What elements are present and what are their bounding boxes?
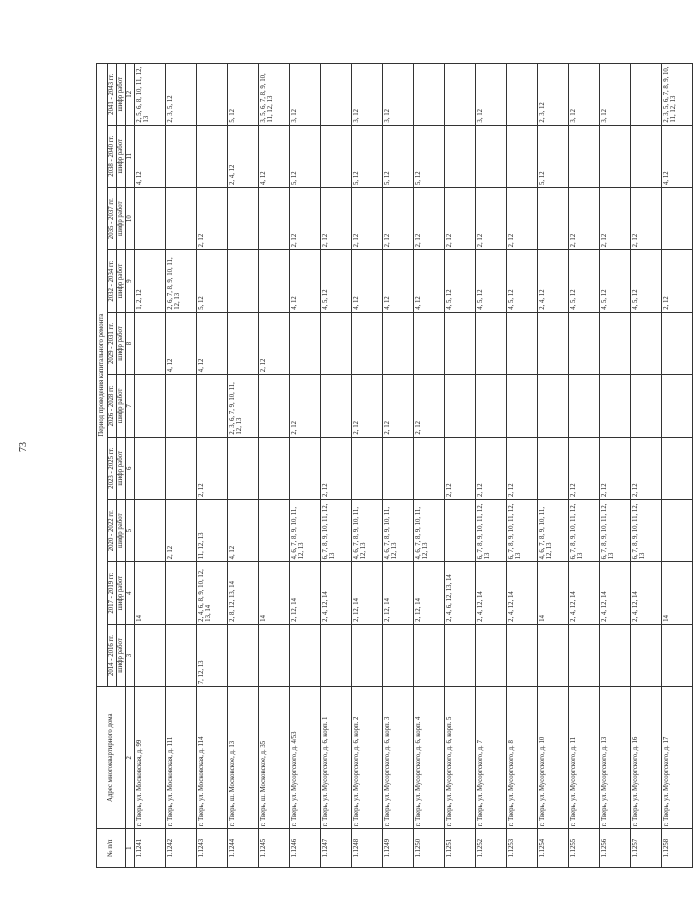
work-code-cell: 4, 12 xyxy=(165,312,196,374)
address-cell: г. Тверь, ул. Мусоргского, д. 4/53 xyxy=(289,687,320,829)
work-code-cell xyxy=(568,312,599,374)
work-code-cell: 3, 5, 6, 7, 8, 9, 10, 11, 12, 13 xyxy=(258,64,289,126)
work-code-cell: 2, 12 xyxy=(599,187,630,249)
work-code-cell: 2, 4, 6, 12, 13, 14 xyxy=(444,562,475,624)
work-code-cell: 4, 5, 12 xyxy=(568,250,599,312)
subheader-cell: шифр работ xyxy=(116,375,125,437)
work-code-cell: 2, 12 xyxy=(475,187,506,249)
work-code-cell xyxy=(568,624,599,686)
work-code-cell: 4, 12 xyxy=(351,250,382,312)
work-code-cell: 2, 4, 12 xyxy=(537,250,568,312)
table-row xyxy=(382,64,413,868)
work-code-cell xyxy=(413,312,444,374)
page-number: 73 xyxy=(18,442,29,452)
work-code-cell: 4, 6, 7, 8, 9, 10, 11, 12, 13 xyxy=(382,500,413,562)
work-code-cell: 14 xyxy=(134,562,165,624)
work-code-cell xyxy=(444,624,475,686)
no-header: № п/п xyxy=(97,829,126,868)
work-code-cell: 4, 5, 12 xyxy=(444,250,475,312)
work-code-cell xyxy=(661,500,692,562)
work-code-cell: 2, 12 xyxy=(413,375,444,437)
work-code-cell xyxy=(506,624,537,686)
period-header-cell: 2032 - 2034 гг. xyxy=(107,250,116,312)
address-cell: г. Тверь, ул. Московская, д. 114 xyxy=(196,687,227,829)
work-code-cell: 5, 12 xyxy=(351,125,382,187)
work-code-cell xyxy=(258,250,289,312)
column-number: 10 xyxy=(125,187,134,249)
row-number-cell: 1.1248 xyxy=(351,829,382,868)
work-code-cell xyxy=(475,624,506,686)
work-code-cell xyxy=(196,125,227,187)
address-cell: г. Тверь, ул. Мусоргского, д. 11 xyxy=(568,687,599,829)
work-code-cell: 14 xyxy=(537,562,568,624)
address-cell: г. Тверь, ш. Московское, д. 35 xyxy=(258,687,289,829)
work-code-cell: 2, 4, 12, 14 xyxy=(568,562,599,624)
work-code-cell: 2, 12 xyxy=(568,437,599,499)
work-code-cell: 6, 7, 8, 9, 10, 11, 12, 13 xyxy=(599,500,630,562)
column-number: 2 xyxy=(125,687,134,829)
header-row-top xyxy=(97,64,108,868)
table-row xyxy=(258,64,289,868)
subheader-cell: шифр работ xyxy=(116,187,125,249)
work-code-cell: 2, 12, 14 xyxy=(289,562,320,624)
rotated-table-container xyxy=(96,63,678,868)
work-code-cell: 1, 2, 12 xyxy=(134,250,165,312)
work-code-cell: 2, 12 xyxy=(630,187,661,249)
work-code-cell: 5, 12 xyxy=(382,125,413,187)
period-header-cell: 2014 - 2016 гг. xyxy=(107,624,116,686)
work-code-cell xyxy=(134,187,165,249)
period-header-cell: 2029 - 2031 гг. xyxy=(107,312,116,374)
period-header-cell: 2041 - 2043 гг. xyxy=(107,64,116,126)
work-code-cell: 2, 4, 12, 14 xyxy=(630,562,661,624)
work-code-cell xyxy=(289,624,320,686)
work-code-cell xyxy=(289,312,320,374)
work-code-cell: 2, 12 xyxy=(599,437,630,499)
work-code-cell: 2, 12 xyxy=(165,500,196,562)
work-code-cell xyxy=(661,437,692,499)
work-code-cell xyxy=(320,624,351,686)
work-code-cell: 14 xyxy=(258,562,289,624)
work-code-cell xyxy=(444,500,475,562)
work-code-cell: 2, 12 xyxy=(661,250,692,312)
work-code-cell xyxy=(537,375,568,437)
work-code-cell: 3, 12 xyxy=(568,64,599,126)
column-number: 7 xyxy=(125,375,134,437)
table-row xyxy=(165,64,196,868)
subheader-cell: шифр работ xyxy=(116,562,125,624)
work-code-cell: 5, 12 xyxy=(537,125,568,187)
column-number: 12 xyxy=(125,64,134,126)
address-cell: г. Тверь, ш. Московское, д. 13 xyxy=(227,687,258,829)
address-cell: г. Тверь, ул. Мусоргского, д. 10 xyxy=(537,687,568,829)
subheader-cell: шифр работ xyxy=(116,125,125,187)
work-code-cell xyxy=(599,125,630,187)
work-code-cell: 3, 12 xyxy=(475,64,506,126)
work-code-cell: 2, 12 xyxy=(444,187,475,249)
row-number-cell: 1.1246 xyxy=(289,829,320,868)
work-code-cell xyxy=(165,125,196,187)
table-row xyxy=(630,64,661,868)
column-number: 9 xyxy=(125,250,134,312)
work-code-cell: 2, 12 xyxy=(351,187,382,249)
period-header-cell: 2020 - 2022 гг. xyxy=(107,500,116,562)
work-code-cell xyxy=(165,562,196,624)
work-code-cell: 3, 12 xyxy=(382,64,413,126)
work-code-cell: 2, 12 xyxy=(258,312,289,374)
work-code-cell xyxy=(630,312,661,374)
work-code-cell xyxy=(351,624,382,686)
address-cell: г. Тверь, ул. Московская, д. 99 xyxy=(134,687,165,829)
work-code-cell xyxy=(630,375,661,437)
period-header: Период проведения капитального ремонта xyxy=(97,64,108,687)
row-number-cell: 1.1253 xyxy=(506,829,537,868)
row-number-cell: 1.1249 xyxy=(382,829,413,868)
work-code-cell: 4, 6, 7, 8, 9, 10, 11, 12, 13 xyxy=(351,500,382,562)
work-code-cell xyxy=(382,437,413,499)
work-code-cell: 4, 5, 12 xyxy=(475,250,506,312)
address-cell: г. Тверь, ул. Мусоргского, д. 8 xyxy=(506,687,537,829)
work-code-cell xyxy=(475,312,506,374)
address-cell: г. Тверь, ул. Мусоргского, д. 6, корп. 2 xyxy=(351,687,382,829)
work-code-cell xyxy=(599,624,630,686)
work-code-cell xyxy=(227,624,258,686)
work-code-cell xyxy=(134,375,165,437)
work-code-cell: 5, 12 xyxy=(196,250,227,312)
work-code-cell: 2, 6, 7, 8, 9, 10, 11, 12, 13 xyxy=(165,250,196,312)
work-code-cell xyxy=(258,375,289,437)
table-row xyxy=(506,64,537,868)
table-row xyxy=(351,64,382,868)
table-row xyxy=(320,64,351,868)
work-code-cell: 4, 6, 7, 8, 9, 10, 11, 12, 13 xyxy=(289,500,320,562)
work-code-cell xyxy=(537,187,568,249)
work-code-cell: 4, 6, 7, 8, 9, 10, 11, 12, 13 xyxy=(537,500,568,562)
table-row xyxy=(599,64,630,868)
work-code-cell xyxy=(661,187,692,249)
address-cell: г. Тверь, ул. Мусоргского, д. 17 xyxy=(661,687,692,829)
work-code-cell xyxy=(382,312,413,374)
work-code-cell: 6, 7, 8, 9, 10, 11, 12, 13 xyxy=(568,500,599,562)
work-code-cell xyxy=(258,437,289,499)
work-code-cell xyxy=(630,64,661,126)
work-code-cell: 6, 7, 8, 9, 10, 11, 12, 13 xyxy=(320,500,351,562)
work-code-cell: 4, 5, 12 xyxy=(599,250,630,312)
work-code-cell xyxy=(320,375,351,437)
work-code-cell: 4, 12 xyxy=(227,500,258,562)
row-number-cell: 1.1254 xyxy=(537,829,568,868)
work-code-cell: 6, 7, 8, 9, 10, 11, 12, 13 xyxy=(506,500,537,562)
column-number: 3 xyxy=(125,624,134,686)
work-code-cell xyxy=(134,500,165,562)
work-code-cell xyxy=(568,375,599,437)
work-code-cell: 4, 5, 12 xyxy=(506,250,537,312)
row-number-cell: 1.1244 xyxy=(227,829,258,868)
subheader-cell: шифр работ xyxy=(116,64,125,126)
work-code-cell xyxy=(630,125,661,187)
work-code-cell: 11, 12, 13 xyxy=(196,500,227,562)
work-code-cell xyxy=(227,250,258,312)
work-code-cell xyxy=(475,125,506,187)
work-code-cell xyxy=(227,187,258,249)
work-code-cell xyxy=(568,125,599,187)
work-code-cell: 2, 12 xyxy=(196,437,227,499)
work-code-cell: 2, 4, 12, 14 xyxy=(506,562,537,624)
work-code-cell: 2, 12 xyxy=(475,437,506,499)
row-number-cell: 1.1250 xyxy=(413,829,444,868)
work-code-cell xyxy=(661,312,692,374)
work-code-cell: 2, 3, 6, 7, 9, 10, 11, 12, 13 xyxy=(227,375,258,437)
address-header: Адрес многоквартирного дома xyxy=(97,687,126,829)
address-cell: г. Тверь, ул. Московская, д. 111 xyxy=(165,687,196,829)
work-code-cell xyxy=(258,187,289,249)
work-code-cell xyxy=(165,624,196,686)
address-cell: г. Тверь, ул. Мусоргского, д. 16 xyxy=(630,687,661,829)
row-number-cell: 1.1257 xyxy=(630,829,661,868)
work-code-cell xyxy=(661,375,692,437)
period-header-cell: 2023 - 2025 гг. xyxy=(107,437,116,499)
work-code-cell: 2, 12 xyxy=(320,187,351,249)
table-body xyxy=(134,64,692,868)
row-number-cell: 1.1258 xyxy=(661,829,692,868)
work-code-cell: 4, 5, 12 xyxy=(320,250,351,312)
work-code-cell xyxy=(289,437,320,499)
work-code-cell xyxy=(351,312,382,374)
table-row xyxy=(413,64,444,868)
table-row xyxy=(289,64,320,868)
address-cell: г. Тверь, ул. Мусоргского, д. 7 xyxy=(475,687,506,829)
table-row xyxy=(134,64,165,868)
work-code-cell: 7, 12, 13 xyxy=(196,624,227,686)
work-code-cell xyxy=(196,64,227,126)
address-cell: г. Тверь, ул. Мусоргского, д. 6, корп. 5 xyxy=(444,687,475,829)
work-code-cell: 2, 12 xyxy=(289,375,320,437)
work-code-cell xyxy=(165,437,196,499)
subheader-cell: шифр работ xyxy=(116,250,125,312)
work-code-cell: 4, 12 xyxy=(196,312,227,374)
work-code-cell xyxy=(134,312,165,374)
work-code-cell xyxy=(320,312,351,374)
column-number: 8 xyxy=(125,312,134,374)
work-code-cell xyxy=(444,125,475,187)
work-code-cell xyxy=(382,624,413,686)
work-code-cell: 5, 12 xyxy=(289,125,320,187)
work-code-cell: 4, 12 xyxy=(382,250,413,312)
work-code-cell: 3, 12 xyxy=(351,64,382,126)
work-code-cell xyxy=(413,624,444,686)
work-code-cell xyxy=(537,312,568,374)
work-code-cell xyxy=(475,375,506,437)
row-number-cell: 1.1243 xyxy=(196,829,227,868)
subheader-cell: шифр работ xyxy=(116,437,125,499)
capital-repair-table xyxy=(96,63,693,868)
work-code-cell xyxy=(165,375,196,437)
subheader-cell: шифр работ xyxy=(116,624,125,686)
table-row xyxy=(661,64,692,868)
work-code-cell xyxy=(351,437,382,499)
work-code-cell: 4, 12 xyxy=(289,250,320,312)
work-code-cell xyxy=(134,624,165,686)
work-code-cell xyxy=(444,375,475,437)
work-code-cell: 2, 12 xyxy=(568,187,599,249)
work-code-cell xyxy=(444,312,475,374)
work-code-cell: 2, 12 xyxy=(413,187,444,249)
work-code-cell xyxy=(444,64,475,126)
work-code-cell: 2, 12, 14 xyxy=(351,562,382,624)
work-code-cell xyxy=(320,125,351,187)
address-cell: г. Тверь, ул. Мусоргского, д. 6, корп. 3 xyxy=(382,687,413,829)
work-code-cell: 4, 12 xyxy=(134,125,165,187)
work-code-cell: 2, 4, 12 xyxy=(227,125,258,187)
work-code-cell: 2, 12 xyxy=(382,187,413,249)
row-number-cell: 1.1252 xyxy=(475,829,506,868)
period-header-cell: 2026 - 2028 гг. xyxy=(107,375,116,437)
work-code-cell xyxy=(630,624,661,686)
work-code-cell xyxy=(165,187,196,249)
table-row xyxy=(475,64,506,868)
period-header-cell: 2035 - 2037 гг. xyxy=(107,187,116,249)
work-code-cell xyxy=(258,624,289,686)
work-code-cell: 2, 4, 6, 8, 9, 10, 12, 13, 14 xyxy=(196,562,227,624)
work-code-cell: 5, 12 xyxy=(227,64,258,126)
work-code-cell xyxy=(506,312,537,374)
work-code-cell: 2, 12 xyxy=(444,437,475,499)
work-code-cell: 4, 12 xyxy=(661,125,692,187)
work-code-cell xyxy=(537,624,568,686)
table-row xyxy=(537,64,568,868)
work-code-cell xyxy=(537,437,568,499)
work-code-cell: 2, 4, 12, 14 xyxy=(475,562,506,624)
work-code-cell: 4, 12 xyxy=(258,125,289,187)
subheader-cell: шифр работ xyxy=(116,500,125,562)
column-number: 4 xyxy=(125,562,134,624)
work-code-cell: 3, 12 xyxy=(289,64,320,126)
work-code-cell: 2, 12 xyxy=(351,375,382,437)
work-code-cell xyxy=(413,64,444,126)
address-cell: г. Тверь, ул. Мусоргского, д. 13 xyxy=(599,687,630,829)
row-number-cell: 1.1256 xyxy=(599,829,630,868)
row-number-cell: 1.1242 xyxy=(165,829,196,868)
work-code-cell xyxy=(506,64,537,126)
subheader-cell: шифр работ xyxy=(116,312,125,374)
address-cell: г. Тверь, ул. Мусоргского, д. 6, корп. 4 xyxy=(413,687,444,829)
table-row xyxy=(196,64,227,868)
work-code-cell: 2, 12 xyxy=(630,437,661,499)
work-code-cell: 2, 12 xyxy=(506,437,537,499)
work-code-cell xyxy=(227,312,258,374)
work-code-cell: 14 xyxy=(661,562,692,624)
column-number: 11 xyxy=(125,125,134,187)
row-number-cell: 1.1251 xyxy=(444,829,475,868)
work-code-cell xyxy=(506,375,537,437)
work-code-cell xyxy=(258,500,289,562)
work-code-cell: 2, 12, 14 xyxy=(413,562,444,624)
work-code-cell xyxy=(413,437,444,499)
work-code-cell: 2, 4, 12, 14 xyxy=(599,562,630,624)
row-number-cell: 1.1241 xyxy=(134,829,165,868)
work-code-cell: 2, 5, 6, 8, 10, 11, 12, 13 xyxy=(134,64,165,126)
row-number-cell: 1.1247 xyxy=(320,829,351,868)
work-code-cell: 2, 4, 12, 14 xyxy=(320,562,351,624)
work-code-cell: 4, 12 xyxy=(413,250,444,312)
table-row xyxy=(227,64,258,868)
work-code-cell xyxy=(506,125,537,187)
work-code-cell: 2, 12 xyxy=(382,375,413,437)
work-code-cell xyxy=(227,437,258,499)
work-code-cell xyxy=(320,64,351,126)
work-code-cell xyxy=(599,375,630,437)
column-number: 6 xyxy=(125,437,134,499)
row-number-cell: 1.1255 xyxy=(568,829,599,868)
work-code-cell xyxy=(661,624,692,686)
work-code-cell: 3, 12 xyxy=(599,64,630,126)
work-code-cell: 2, 12, 14 xyxy=(382,562,413,624)
table-row xyxy=(568,64,599,868)
table-row xyxy=(444,64,475,868)
period-header-cell: 2017 - 2019 гг. xyxy=(107,562,116,624)
period-header-cell: 2038 - 2040 гг. xyxy=(107,125,116,187)
work-code-cell: 5, 12 xyxy=(413,125,444,187)
address-cell: г. Тверь, ул. Мусоргского, д. 6, корп. 1 xyxy=(320,687,351,829)
work-code-cell: 2, 12 xyxy=(506,187,537,249)
work-code-cell: 4, 5, 12 xyxy=(630,250,661,312)
work-code-cell xyxy=(196,375,227,437)
work-code-cell xyxy=(599,312,630,374)
work-code-cell: 2, 3, 5, 6, 7, 8, 9, 10, 11, 12, 13 xyxy=(661,64,692,126)
column-number: 1 xyxy=(125,829,134,868)
work-code-cell: 2, 8, 12, 13, 14 xyxy=(227,562,258,624)
work-code-cell: 2, 12 xyxy=(289,187,320,249)
work-code-cell: 4, 6, 7, 8, 9, 10, 11, 12, 13 xyxy=(413,500,444,562)
column-number-row xyxy=(125,64,134,868)
work-code-cell: 2, 3, 12 xyxy=(537,64,568,126)
work-code-cell: 2, 12 xyxy=(320,437,351,499)
row-number-cell: 1.1245 xyxy=(258,829,289,868)
column-number: 5 xyxy=(125,500,134,562)
work-code-cell: 6, 7, 8, 9, 10, 11, 12, 13 xyxy=(630,500,661,562)
work-code-cell xyxy=(134,437,165,499)
work-code-cell: 2, 12 xyxy=(196,187,227,249)
work-code-cell: 2, 3, 5, 12 xyxy=(165,64,196,126)
work-code-cell: 6, 7, 8, 9, 10, 11, 12, 13 xyxy=(475,500,506,562)
